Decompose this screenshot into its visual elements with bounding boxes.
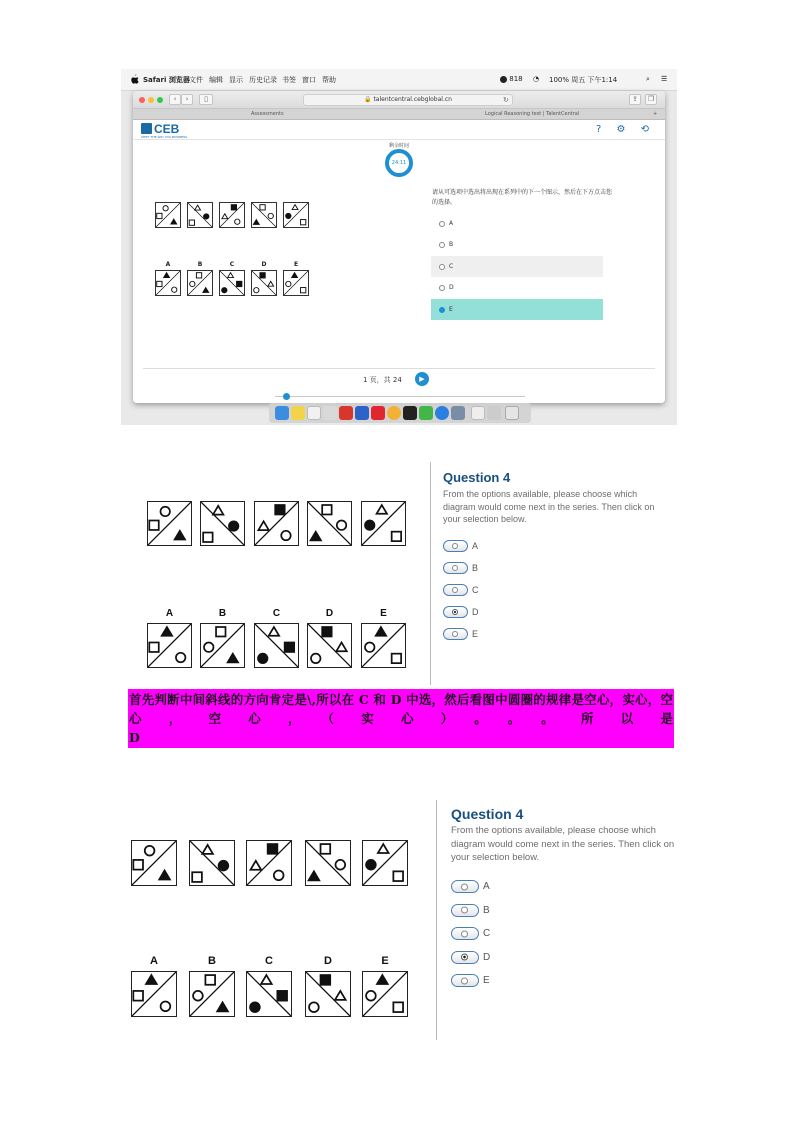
hollow-square-icon [157,281,162,286]
answer-letter-e: E [381,955,389,967]
answer-letter-d: D [324,955,332,967]
hollow-square-icon [321,844,331,854]
hollow-square-icon [157,213,162,218]
hollow-square-icon [203,533,212,542]
answer-option-d[interactable] [443,606,479,618]
puzzle-figure-graphic [363,841,407,885]
puzzle-figure-graphic [284,203,308,227]
radio-icon[interactable] [443,540,468,552]
list-icon[interactable]: ☰ [661,75,668,83]
filled-circle-icon [222,288,227,293]
radio-dot-icon [452,543,458,549]
option-label: D [449,284,454,291]
option-label: D [472,607,479,617]
puzzle-figure-graphic [306,972,350,1016]
question-description: From the options available, please choose which diagram would come next in the series. Then click on your selection below. [451,825,675,863]
radio-icon[interactable] [443,562,468,574]
puzzle-figure-graphic [188,271,212,295]
filled-circle-icon [204,214,209,219]
ceb-logo-text: CEB [154,122,180,136]
back-button[interactable]: ‹ [169,94,181,105]
share-icon[interactable]: ⇪ [629,94,641,105]
timer-label: 剩余时间 [388,143,409,149]
answer-letter-a: A [165,608,174,619]
calendar-icon[interactable] [307,406,321,420]
answer-letter-c: C [265,955,273,967]
answer-figure-a[interactable] [131,971,177,1017]
hollow-square-icon [189,220,194,225]
series-figure [283,202,309,228]
hollow-circle-icon [365,642,374,651]
filled-triangle-icon [292,273,298,278]
puzzle-figure-graphic [190,972,234,1016]
hollow-square-icon [149,642,158,651]
answer-letter: C [229,261,235,268]
filled-triangle-icon [309,871,320,880]
hollow-circle-icon [145,846,155,856]
panel-divider [430,462,431,685]
answer-option-a[interactable] [443,540,478,552]
answer-letter: A [165,261,171,268]
hollow-circle-icon [190,281,195,286]
answer-figure-c[interactable] [254,623,299,668]
answer-letter: B [197,261,203,268]
menu-app-name[interactable]: Safari 浏览器 [143,76,190,84]
hollow-square-icon [196,273,201,278]
notification-badge [500,75,523,83]
assessment-page [133,120,665,403]
puzzle-figure-graphic [188,203,212,227]
instructions-text: 请从可选项中选出将出现在系列中的下一个图示，然后在下方点击您的选择。 [432,189,613,206]
hollow-circle-icon [163,206,168,211]
filled-triangle-icon [253,220,259,225]
radio-icon[interactable] [451,927,479,940]
radio-icon [439,221,445,227]
option-label: B [472,563,479,573]
progress-handle [283,393,290,400]
option-label: C [472,585,479,595]
radio-icon[interactable] [451,880,479,893]
answer-figure-a[interactable] [147,623,192,668]
answer-letter-d: D [325,608,334,619]
hollow-square-icon [393,1002,403,1012]
browser-window [133,91,665,403]
question-title: Question 4 [451,806,524,822]
puzzle-figure-graphic [284,271,308,295]
hollow-circle-icon [193,991,203,1001]
series-figure-5 [362,840,408,886]
hollow-circle-icon [311,654,320,663]
header-icons[interactable]: ? ⚙ ⟲ [595,124,655,135]
puzzle-figure-graphic [362,502,405,545]
notification-icon [500,76,507,83]
filled-square-icon [237,281,242,286]
app-icon[interactable] [339,406,353,420]
hollow-square-icon [192,872,202,882]
hollow-square-icon [392,654,401,663]
hollow-triangle-icon [222,214,228,219]
filled-triangle-icon [164,273,170,278]
filled-triangle-icon [171,219,177,224]
filled-square-icon [231,205,236,210]
answer-figure-c[interactable] [246,971,292,1017]
youdao-icon[interactable] [371,406,385,420]
puzzle-figure-graphic [363,972,407,1016]
hollow-square-icon [301,288,306,293]
menu-item-file[interactable]: 文件 [189,76,203,84]
new-tab-icon[interactable]: + [653,111,658,117]
hollow-circle-icon [286,281,291,286]
puzzle-figure-graphic [132,841,176,885]
contacts-icon[interactable] [323,406,337,420]
hollow-circle-icon [268,213,273,218]
apple-icon [131,74,139,84]
notes-icon[interactable] [291,406,305,420]
badge-count: 818 [509,75,523,83]
answer-figure-b[interactable] [200,623,245,668]
puzzle-figure-graphic [201,624,244,667]
puzzle-figure-graphic [156,271,180,295]
hollow-square-icon [149,520,158,529]
close-window-icon[interactable] [139,97,145,103]
series-figure-4 [305,840,351,886]
menu-item-bookmarks[interactable]: 书签 [282,76,296,84]
radio-icon [439,242,445,248]
tab-assessments[interactable]: Assessments [251,111,284,117]
hollow-circle-icon [160,507,169,516]
filled-square-icon [268,844,278,854]
filled-square-icon [322,627,331,636]
divider [143,368,655,369]
filled-triangle-icon [228,654,238,663]
puzzle-figure-graphic [148,502,191,545]
mac-dock [269,403,531,423]
hollow-square-icon [133,991,143,1001]
answer-option-c[interactable] [451,927,490,940]
answer-figure-e[interactable] [362,971,408,1017]
puzzle-figure-graphic [220,271,244,295]
option-d[interactable] [431,277,603,298]
page-indicator: 1 页，共 24 [363,376,402,384]
option-c[interactable] [431,256,603,277]
answer-option-b[interactable] [443,562,478,574]
filled-square-icon [260,273,265,278]
filled-circle-icon [365,520,374,529]
radio-dot-icon [452,631,458,637]
answer-option-d[interactable] [451,951,490,964]
answer-figure-b[interactable] [189,971,235,1017]
timer-value: 24:11 [391,160,407,166]
answer-letter-e: E [380,608,387,619]
ceb-header [133,120,665,140]
series-figure [187,202,213,228]
filled-triangle-icon [162,627,172,636]
answer-figure[interactable] [187,270,213,296]
answer-letter: E [293,261,299,268]
app-icon[interactable] [419,406,433,420]
hollow-circle-icon [281,531,290,540]
radio-dot-icon [461,907,468,914]
option-label: D [483,951,491,963]
radio-icon [439,285,445,291]
radio-selected-icon [439,307,445,313]
menu-item-history[interactable]: 历史记录 [249,76,277,84]
radio-icon[interactable] [443,584,468,596]
menu-item-view[interactable]: 显示 [229,76,243,84]
answer-figure[interactable] [219,270,245,296]
option-label: C [449,263,454,270]
answer-letter-b: B [208,955,216,967]
hollow-square-icon [216,627,225,636]
minimize-window-icon[interactable] [148,97,154,103]
option-label: E [472,629,479,639]
series-figure-5 [361,501,406,546]
address-bar[interactable]: 🔒 talentcentral.cebglobal.cn [303,94,513,106]
progress-track [275,396,525,397]
tabs-overview-icon[interactable]: ❐ [645,94,657,105]
option-label: B [449,241,454,248]
next-button[interactable]: ▶ [415,372,429,386]
hollow-square-icon [301,220,306,225]
explanation-text: 首先判断中间斜线的方向肯定是\,所以在 C 和 D 中选，然后看图中圆圈的规律是空心，实心，空心，空心，（实心）。。。所以是 [129,692,673,726]
filled-triangle-icon [217,1002,228,1011]
hollow-triangle-icon [250,861,261,870]
puzzle-figure-graphic [252,203,276,227]
series-figure-3 [254,501,299,546]
radio-dot-icon [452,565,458,571]
tab-logical-reasoning[interactable]: Logical Reasoning test | TalentCentral [485,111,580,117]
option-b[interactable] [431,234,603,255]
radio-dot-icon [452,609,458,615]
filled-square-icon [285,642,294,651]
hollow-square-icon [392,532,401,541]
hollow-circle-icon [204,642,213,651]
filled-triangle-icon [146,975,157,984]
hollow-circle-icon [274,870,284,880]
hollow-triangle-icon [269,627,279,636]
filled-circle-icon [229,521,238,530]
puzzle-figure-graphic [252,271,276,295]
series-figure [155,202,181,228]
filled-circle-icon [258,654,267,663]
filled-triangle-icon [311,532,321,541]
timer-ring [385,149,413,177]
hollow-circle-icon [176,653,185,662]
option-label: A [483,881,490,892]
panel-divider [436,800,437,1040]
sidebar-icon[interactable]: ▯ [199,94,213,105]
hollow-triangle-icon [228,273,234,278]
radio-dot-icon [452,587,458,593]
option-label: A [449,220,454,227]
app-icon[interactable] [451,406,465,420]
puzzle-figure-graphic [362,624,405,667]
filled-triangle-icon [376,627,386,636]
hollow-triangle-icon [258,521,268,530]
menubar-status: 100% 周五 下午1:14 [549,76,618,84]
puzzle-figure-graphic [308,624,351,667]
radio-dot-icon [461,954,468,961]
answer-figure-d[interactable] [307,623,352,668]
question-title: Question 4 [443,470,511,485]
hollow-circle-icon [254,288,259,293]
filled-circle-icon [250,1002,260,1012]
hollow-circle-icon [337,520,346,529]
radio-icon[interactable] [443,628,468,640]
menu-item-window[interactable]: 窗口 [302,76,316,84]
safari-icon[interactable] [435,406,449,420]
radio-selected-icon[interactable] [443,606,468,618]
hollow-triangle-icon [292,205,298,210]
hollow-square-icon [205,975,215,985]
answer-letter: D [261,261,267,268]
filled-square-icon [277,991,287,1001]
filled-triangle-icon [203,288,209,293]
option-label: E [449,306,453,313]
menu-item-help[interactable]: 帮助 [322,76,336,84]
answer-figure[interactable] [155,270,181,296]
answer-option-e[interactable] [451,974,490,987]
hollow-triangle-icon [336,642,346,651]
answer-option-c[interactable] [443,584,479,596]
radio-icon[interactable] [451,904,479,917]
radio-dot-icon [461,930,468,937]
puzzle-figure-graphic [255,502,298,545]
hollow-square-icon [322,505,331,514]
filled-square-icon [321,975,331,985]
filled-circle-icon [366,860,376,870]
tab-bar [133,109,665,120]
answer-letter-b: B [218,608,227,619]
filled-circle-icon [286,213,291,218]
puzzle-figure-graphic [156,203,180,227]
radio-dot-icon [461,977,468,984]
radio-dot-icon [461,883,468,890]
option-label: C [483,928,491,939]
puzzle-figure-graphic [255,624,298,667]
word-icon[interactable] [355,406,369,420]
series-figure-3 [246,840,292,886]
hollow-square-icon [133,860,143,870]
series-figure-2 [189,840,235,886]
explanation-banner [128,689,674,748]
answer-figure-e[interactable] [361,623,406,668]
series-figure [251,202,277,228]
option-label: E [483,975,490,986]
url-text: talentcentral.cebglobal.cn [373,96,452,103]
zoom-window-icon[interactable] [157,97,163,103]
filled-triangle-icon [159,870,170,879]
filled-circle-icon [219,861,229,871]
hollow-triangle-icon [202,845,213,854]
ceb-logo [141,123,179,135]
mac-menubar [121,69,677,91]
radio-icon [439,264,445,270]
puzzle-figure-graphic [308,502,351,545]
series-figure [219,202,245,228]
hollow-circle-icon [366,991,376,1001]
hollow-triangle-icon [261,975,272,984]
forward-button[interactable]: › [181,94,193,105]
option-label: A [472,541,479,551]
puzzle-figure-graphic [190,841,234,885]
hollow-triangle-icon [377,505,387,514]
series-figure-1 [131,840,177,886]
hollow-triangle-icon [213,506,223,515]
series-figure-4 [307,501,352,546]
answer-option-a[interactable] [451,880,490,893]
filled-square-icon [275,505,284,514]
document-icon[interactable] [471,406,485,420]
radio-icon[interactable] [451,974,479,987]
puzzle-figure-graphic [201,502,244,545]
hollow-triangle-icon [378,844,389,853]
option-e-selected[interactable] [431,299,603,320]
browser-toolbar [133,91,665,109]
hollow-circle-icon [309,1002,319,1012]
trash-icon[interactable] [505,406,519,420]
puzzle-figure-graphic [247,972,291,1016]
menu-item-edit[interactable]: 编辑 [209,76,223,84]
answer-option-b[interactable] [451,904,490,917]
hollow-circle-icon [172,287,177,292]
answer-option-e[interactable] [443,628,478,640]
puzzle-figure-graphic [247,841,291,885]
puzzle-figure-graphic [306,841,350,885]
option-a[interactable] [431,213,603,234]
reload-icon[interactable]: ↻ [503,96,509,104]
safari-screenshot [121,69,677,425]
hollow-triangle-icon [335,991,346,1000]
ceb-tagline: SHIFT THE WAY YOU BUSINESS [141,135,188,139]
answer-figure-d[interactable] [305,971,351,1017]
puzzle-figure-graphic [220,203,244,227]
option-label: B [483,904,490,916]
hollow-triangle-icon [195,205,201,210]
puzzle-figure-graphic [132,972,176,1016]
answer-letter-a: A [150,955,158,967]
puzzle-figure-graphic [148,624,191,667]
answer-letter-c: C [272,608,281,619]
wifi-icon: ◔ [533,75,540,83]
ceb-logo-icon [141,123,152,134]
question-description: From the options available, please choose which diagram would come next in the series. Then click on your selection below. [443,489,655,524]
search-icon[interactable]: ⌕ [646,75,650,83]
filled-triangle-icon [175,531,185,540]
app-icon[interactable] [487,406,501,420]
filled-triangle-icon [377,975,388,984]
series-figure-2 [200,501,245,546]
answer-figure[interactable] [251,270,277,296]
hollow-circle-icon [161,1001,171,1011]
hollow-triangle-icon [268,281,274,286]
explanation-answer: D [129,730,140,745]
pycharm-icon[interactable] [403,406,417,420]
hollow-square-icon [260,205,265,210]
hollow-circle-icon [235,219,240,224]
answer-figure[interactable] [283,270,309,296]
series-figure-1 [147,501,192,546]
radio-selected-icon[interactable] [451,951,479,964]
hollow-square-icon [393,871,403,881]
finder-icon[interactable] [275,406,289,420]
hollow-circle-icon [335,860,345,870]
chrome-icon[interactable] [387,406,401,420]
